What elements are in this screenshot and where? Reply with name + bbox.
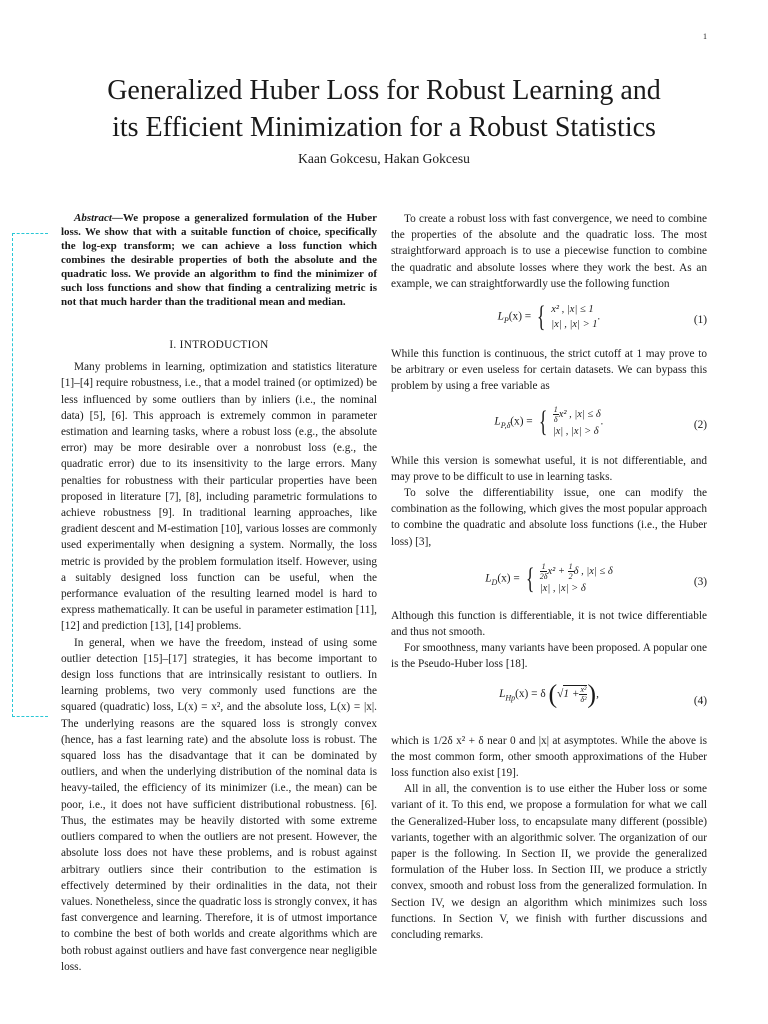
right-paragraph-5: Although this function is differentiable, it is not twice differentiable and thus not smooth. <box>391 609 707 639</box>
right-paragraph-3: While this version is somewhat useful, it is not differentiable, and may prove to be difficult to use in learning tasks. <box>391 454 707 483</box>
section-heading: I. INTRODUCTION <box>169 339 269 351</box>
equation-number-1: (1) <box>693 314 707 327</box>
equation-2: $L_{P,\delta}(x)$ = { $\frac{1}{\delta}$ x² , |x| ≤ δ |x| , |x| > δ . (2) <box>494 404 707 438</box>
right-paragraph-2: While this function is continuous, the strict cutoff at 1 may prove to be arbitrary or even useless for certain datasets. We can bypass this problem by using a free variable as <box>391 348 707 393</box>
equation-4: $L_{Hp}(x) = \delta$ (√1 + $\frac{\text{x²}}{\text{δ²}}$ ), (4) <box>499 679 707 709</box>
title-line-1: Generalized Huber Loss for Robust Learning and <box>107 75 661 106</box>
abstract-text: —We propose a generalized formulation of the Huber loss. We show that with a suitable function of choice, specifically the log-exp transform; we can achieve a loss function which combines the desirable properties of both the absolute and the quadratic loss. We provide an algorithm to find the minimizer of such loss functions and show that finding a centralizing metric is not that much harder than the traditional mean and median. <box>61 212 377 308</box>
equation-1: $L_P(x)$ = { x² , |x| ≤ 1 |x| , |x| > 1 . (1) <box>497 300 707 334</box>
equation-number-4: (4) <box>693 694 707 707</box>
abstract-label: Abstract <box>74 212 112 224</box>
paper-title <box>0 72 768 146</box>
equation-3: $L_D(x)$ = { $\frac{1}{2\delta}$ x² + $\frac{1}{2}$ δ , |x| ≤ δ |x| , |x| > δ (3) <box>485 561 707 595</box>
page-number: 1 <box>703 32 707 41</box>
right-paragraph-4: To solve the differentiability issue, one can modify the combination as the following, which gives the most popular approach to combine the quadratic and absolute loss functions (i.e., the Huber loss) [3], <box>391 487 707 548</box>
right-paragraph-1: To create a robust loss with fast convergence, we need to combine the properties of the absolute and the quadratic loss. The most straightforward approach is to use a piecewise function to combine the quadratic and absolute losses where they work the best. As an example, we can straightforwardly use the following function <box>391 213 707 290</box>
right-paragraph-7: which is 1/2δ x² + δ near 0 and |x| at asymptotes. While the above is the most common form, other smooth approximations of the Huber loss function also exist [19]. <box>391 734 707 780</box>
margin-annotation-box <box>12 233 48 717</box>
right-paragraph-6: For smoothness, many variants have been proposed. A popular one is the Pseudo-Huber loss [18]. <box>391 642 707 671</box>
left-column <box>61 211 377 975</box>
abstract <box>61 211 377 309</box>
right-column <box>391 211 707 943</box>
authors: Kaan Gokcesu, Hakan Gokcesu <box>298 151 470 166</box>
equation-number-3: (3) <box>693 575 707 588</box>
right-paragraph-8: All in all, the convention is to use either the Huber loss or some variant of it. To this end, we propose a formulation for what we call the Generalized-Huber loss, to encapsulate many different (possible) variants, together with an algorithmic solver. The organization of our paper is the following. In Section II, we provide the generalized formulation of the Huber loss. In Section III, we produce a strictly convex, smooth and robust loss from the generalized formulation. In Section IV, we design an algorithm which minimizes such loss functions. In Section V, we finish with further discussions and concluding remarks. <box>391 783 707 942</box>
title-line-2: its Efficient Minimization for a Robust Statistics <box>112 112 656 143</box>
intro-paragraph-2: In general, when we have the freedom, instead of using some outlier detection [15]–[17] strategies, it has become important to design loss functions that are intrinsically resistant to outliers. In learning problems, two very commonly used functions are the squared (quadratic) loss, L(x) = x², and the absolute loss, L(x) = |x|. The underlying reasons are the squared loss is strongly convex (hence, has a fast learning rate) and the absolute loss is robust. The squared loss has the disadvantage that it can be dominated by outliers, and when the underlying distribution of the nominal data is heavy-tailed, the efficiency of its minimizer (i.e., the mean) can be poor, i.e., it does not have sufficient distributional robustness. [6]. Thus, the estimates may be heavily distorted with some extreme outliers compared to when the outliers are not present. However, the absolute loss does not have these problems, and is robust against arbitrary outliers since their contribution to the estimation is effectively determined by their ordinalities in the data, not their values. Nonetheless, since the quadratic loss is strongly convex, it has fast convergence and learning. Therefore, it is of utmost importance to combine the best of both worlds and create algorithms which are both robust against outliers and have fast convergence near negligible loss. <box>61 636 377 973</box>
equation-number-2: (2) <box>693 418 707 431</box>
intro-paragraph-1: Many problems in learning, optimization and statistics literature [1]–[4] require robustness, i.e., that a model trained (or optimized) be less influenced by some outliers than by inliers (i.e., the nominal data) [5], [6]. This approach is extremely common in parameter estimation and learning tasks, where a robust loss (e.g., the absolute error) may be more desirable over a nonrobust loss (e.g., the quadratic error) due to its insensitivity to the large errors. Many penalties for robustness with their particular properties have been proposed in literature [7], [8], including parametric formulations to achieve robustness [9]. In traditional learning approaches, like gradient descent and M-estimation [10], various losses are commonly used experimentally when designing a system. Normally, the loss metric is provided by the problem formulation itself. However, using a suitably designed loss function can be useful, when the performance evaluation of the resulting learned model is hard to express mathematically. It can be useful in parameter estimation [11], [12] and prediction [13], [14] problems. <box>61 361 377 633</box>
